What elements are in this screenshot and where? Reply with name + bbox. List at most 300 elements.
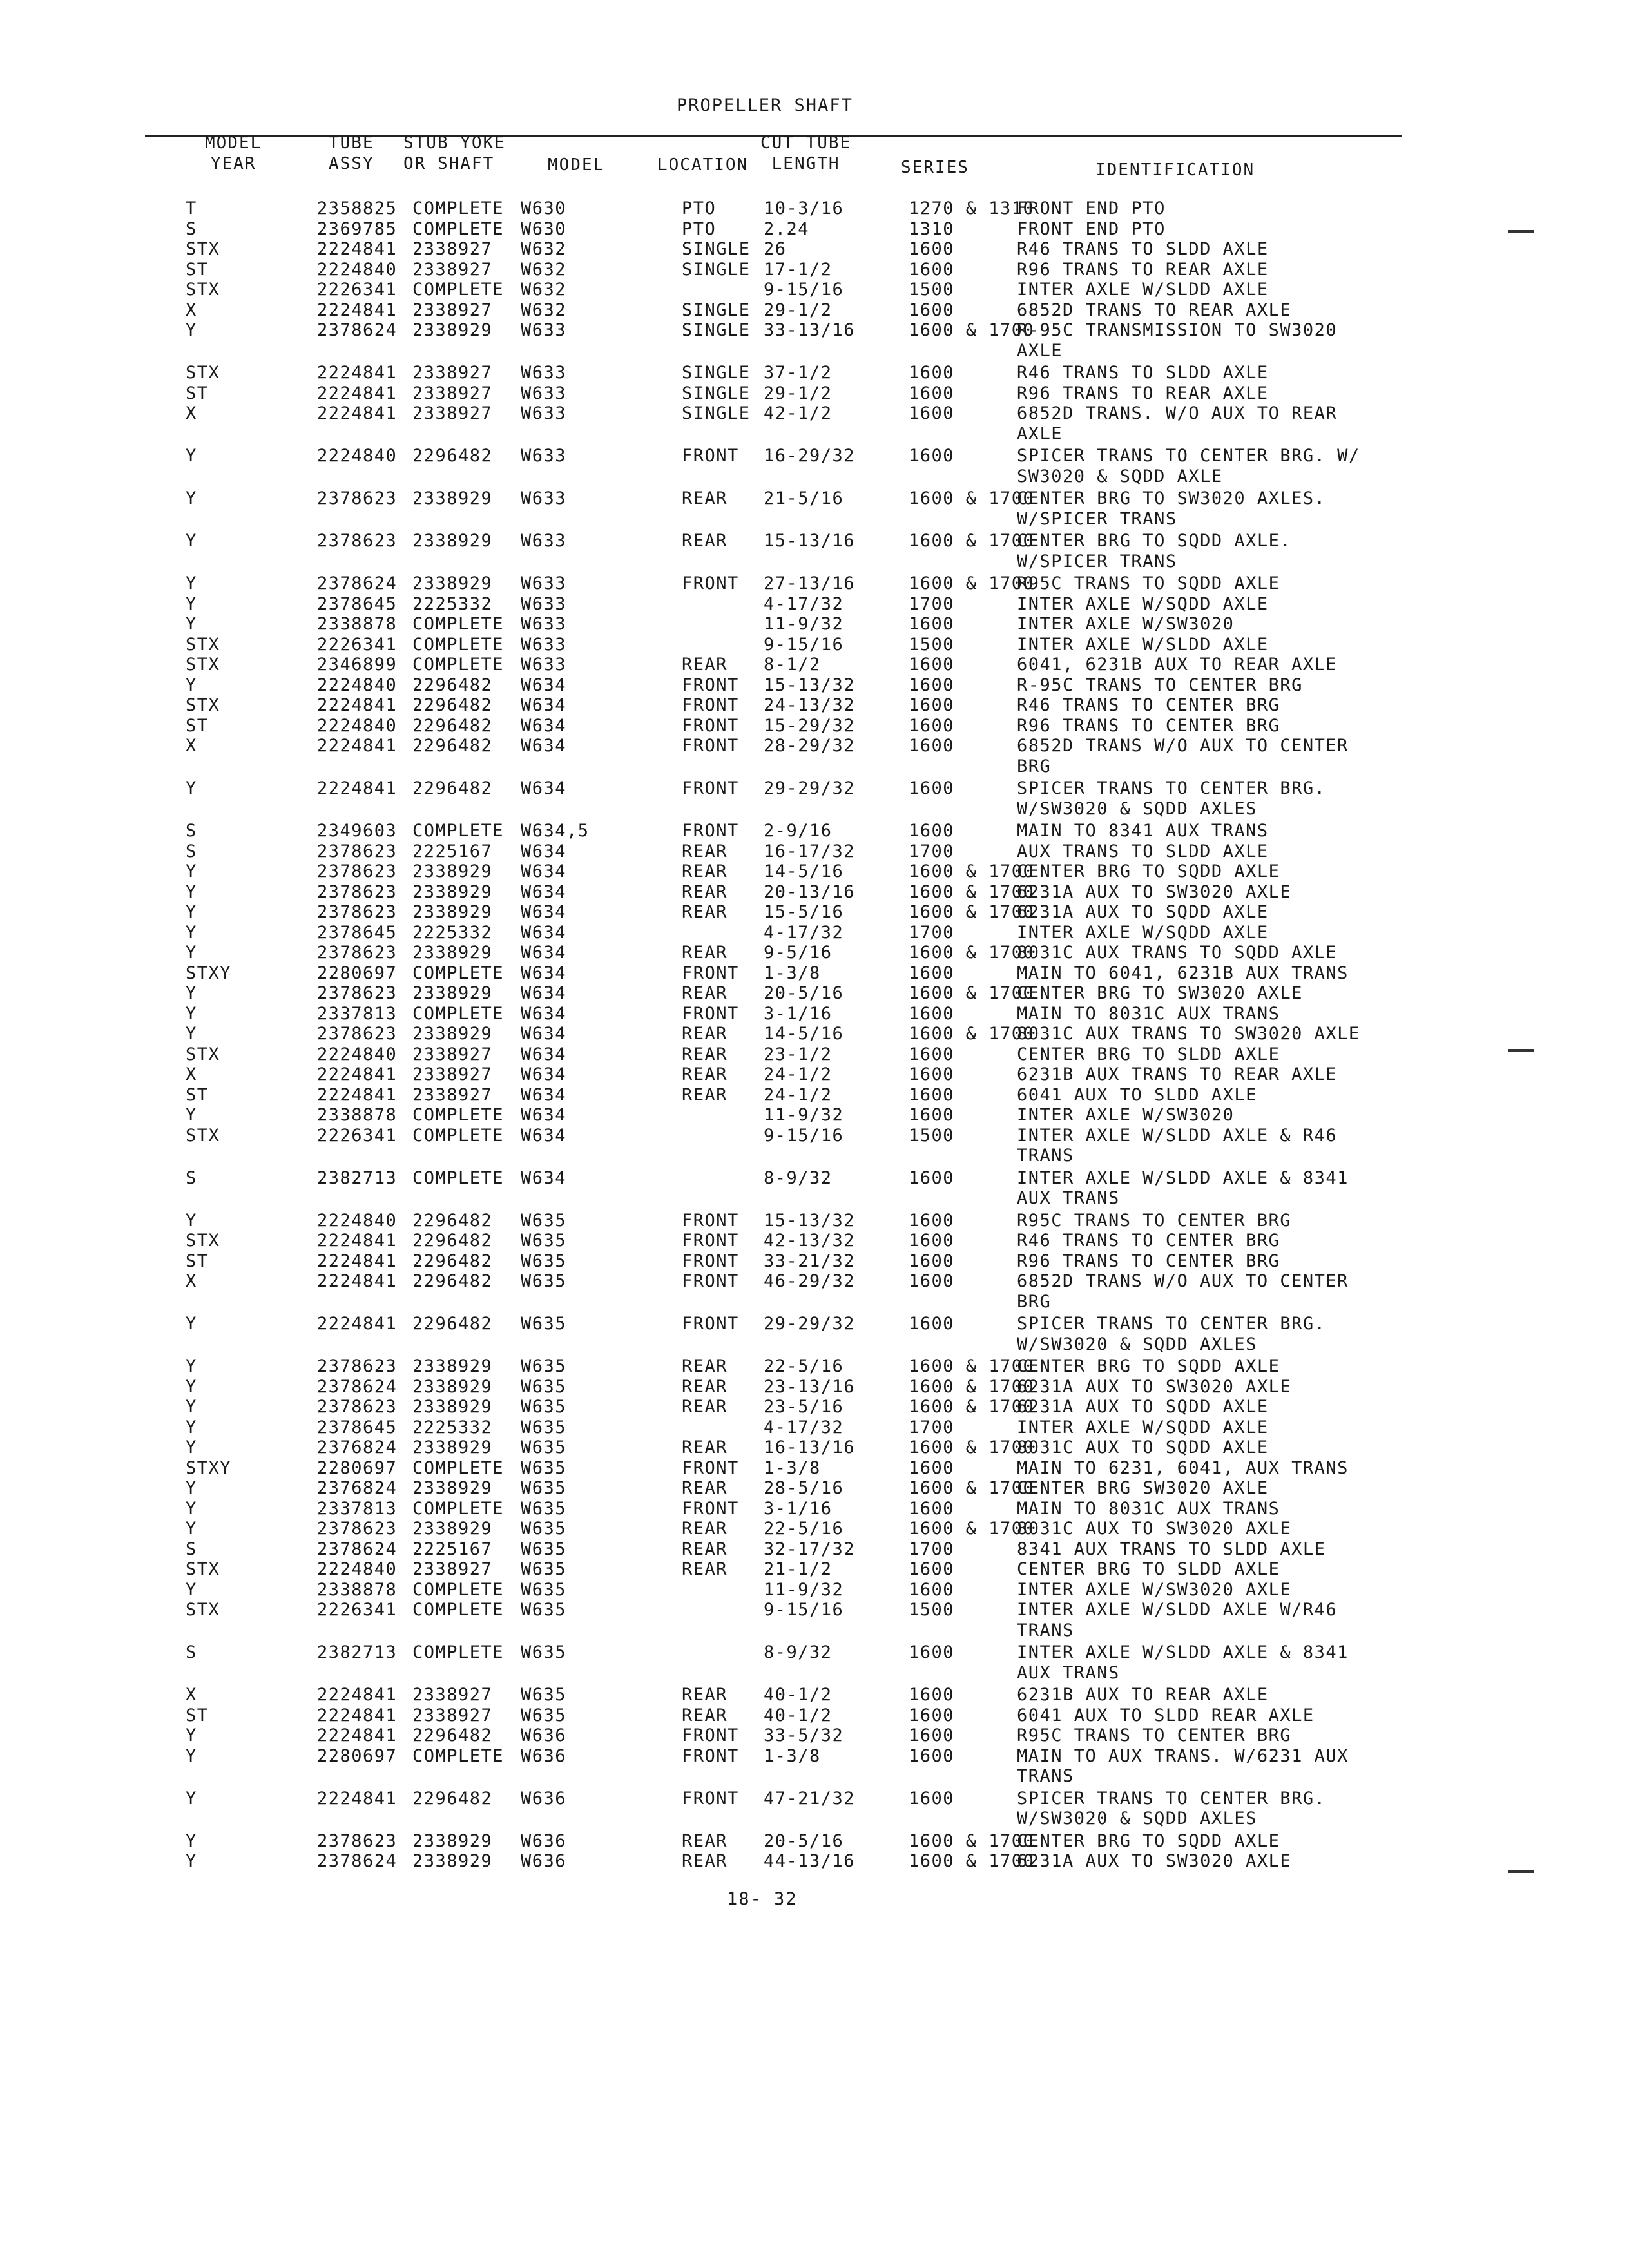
series-cell: 1600 [909, 675, 955, 695]
table-row [0, 280, 1629, 300]
tube-assy-cell: 2378645 [317, 922, 398, 943]
location-cell: PTO [682, 198, 717, 218]
series-cell: 1600 [909, 963, 955, 983]
stub-yoke-cell: 2296482 [412, 1251, 493, 1271]
model-cell: W633 [521, 320, 567, 340]
cut-tube-length-cell: 33-21/32 [764, 1251, 856, 1271]
series-cell: 1500 [909, 280, 955, 300]
stub-yoke-cell: 2296482 [412, 1314, 493, 1334]
model-year-cell: Y [186, 1745, 197, 1766]
cut-tube-length-cell: 9-15/16 [764, 634, 844, 655]
cut-tube-length-cell: 15-13/32 [764, 675, 856, 695]
stub-yoke-cell: 2338929 [412, 573, 493, 593]
series-cell: 1600 & 1700 [909, 881, 1035, 902]
model-cell: W635 [521, 1559, 567, 1579]
identification-cell: 6041 AUX TO SLDD REAR AXLE [1017, 1705, 1315, 1725]
stub-yoke-cell: 2338929 [412, 1397, 493, 1417]
header-series: SERIES [901, 158, 969, 177]
identification-cell: 6231A AUX TO SQDD AXLE [1017, 1397, 1269, 1417]
cut-tube-length-cell: 20-5/16 [764, 1831, 844, 1851]
location-cell: FRONT [682, 963, 739, 983]
identification-cell: MAIN TO 8341 AUX TRANS [1017, 821, 1269, 841]
tube-assy-cell: 2346899 [317, 655, 398, 675]
cut-tube-length-cell: 22-5/16 [764, 1519, 844, 1539]
stub-yoke-cell: COMPLETE [412, 1168, 505, 1188]
cut-tube-length-cell: 27-13/16 [764, 573, 856, 593]
cut-tube-length-cell: 20-5/16 [764, 983, 844, 1003]
tube-assy-cell: 2378623 [317, 531, 398, 551]
stub-yoke-cell: 2338927 [412, 1064, 493, 1084]
series-cell: 1600 [909, 1642, 955, 1662]
tube-assy-cell: 2338878 [317, 1105, 398, 1125]
location-cell: REAR [682, 1851, 728, 1871]
table-row [0, 1211, 1629, 1231]
table-row [0, 198, 1629, 219]
stub-yoke-cell: 2338929 [412, 943, 493, 963]
location-cell: FRONT [682, 715, 739, 736]
model-year-cell: X [186, 1064, 197, 1084]
cut-tube-length-cell: 11-9/32 [764, 614, 844, 634]
table-row [0, 363, 1629, 383]
cut-tube-length-cell: 15-29/32 [764, 715, 856, 736]
table-row [0, 902, 1629, 923]
model-year-cell: Y [186, 675, 197, 695]
parts-table-body [0, 198, 1629, 1872]
cut-tube-length-cell: 4-17/32 [764, 593, 844, 614]
tube-assy-cell: 2224840 [317, 446, 398, 466]
stub-yoke-cell: COMPLETE [412, 1125, 505, 1146]
location-cell: REAR [682, 902, 728, 922]
model-year-cell: T [186, 198, 197, 218]
stub-yoke-cell: COMPLETE [412, 963, 505, 983]
identification-cell: CENTER BRG TO SLDD AXLE [1017, 1044, 1280, 1064]
model-year-cell: S [186, 1539, 197, 1559]
model-year-cell: Y [186, 1105, 197, 1125]
model-year-cell: STX [186, 655, 220, 675]
series-cell: 1700 [909, 1417, 955, 1437]
stub-yoke-cell: 2338927 [412, 239, 493, 259]
table-row [0, 383, 1629, 404]
tube-assy-cell: 2224840 [317, 1210, 398, 1231]
tube-assy-cell: 2224840 [317, 259, 398, 280]
identification-cell: 6852D TRANS TO REAR AXLE [1017, 300, 1292, 320]
table-row [0, 219, 1629, 240]
cut-tube-length-cell: 1-3/8 [764, 1745, 821, 1766]
tube-assy-cell: 2224841 [317, 1271, 398, 1291]
table-row [0, 1271, 1629, 1314]
table-row [0, 778, 1629, 821]
stub-yoke-cell: 2338929 [412, 1519, 493, 1539]
cut-tube-length-cell: 20-13/16 [764, 881, 856, 902]
model-year-cell: STX [186, 695, 220, 715]
margin-mark [1508, 230, 1534, 233]
stub-yoke-cell: COMPLETE [412, 1600, 505, 1620]
tube-assy-cell: 2224841 [317, 1705, 398, 1725]
series-cell: 1600 [909, 1105, 955, 1125]
model-cell: W634 [521, 1168, 567, 1188]
identification-cell: CENTER BRG TO SLDD AXLE [1017, 1559, 1280, 1579]
cut-tube-length-cell: 26 [764, 239, 787, 259]
stub-yoke-cell: 2296482 [412, 675, 493, 695]
header-tube-assy: TUBE ASSY [329, 133, 374, 173]
identification-cell: CENTER BRG TO SW3020 AXLES. W/SPICER TRANS [1017, 488, 1326, 529]
margin-mark [1508, 1049, 1534, 1052]
cut-tube-length-cell: 37-1/2 [764, 363, 833, 383]
cut-tube-length-cell: 9-5/16 [764, 943, 833, 963]
cut-tube-length-cell: 9-15/16 [764, 280, 844, 300]
model-year-cell: Y [186, 943, 197, 963]
series-cell: 1600 & 1700 [909, 943, 1035, 963]
model-year-cell: Y [186, 1478, 197, 1498]
model-year-cell: Y [186, 1024, 197, 1044]
identification-cell: 6852D TRANS. W/O AUX TO REAR AXLE [1017, 403, 1338, 444]
tube-assy-cell: 2226341 [317, 1125, 398, 1146]
location-cell: FRONT [682, 1251, 739, 1271]
stub-yoke-cell: 2338929 [412, 861, 493, 881]
model-year-cell: Y [186, 573, 197, 593]
series-cell: 1500 [909, 1125, 955, 1146]
table-row [0, 239, 1629, 260]
model-cell: W634 [521, 778, 567, 798]
identification-cell: CENTER BRG TO SQDD AXLE [1017, 1831, 1280, 1851]
series-cell: 1600 [909, 300, 955, 320]
model-year-cell: ST [186, 1705, 209, 1725]
series-cell: 1600 & 1700 [909, 488, 1035, 508]
model-cell: W635 [521, 1685, 567, 1705]
identification-cell: INTER AXLE W/SLDD AXLE [1017, 280, 1269, 300]
location-cell: REAR [682, 841, 728, 861]
cut-tube-length-cell: 23-1/2 [764, 1044, 833, 1064]
identification-cell: R96 TRANS TO REAR AXLE [1017, 259, 1269, 280]
model-year-cell: Y [186, 881, 197, 902]
cut-tube-length-cell: 17-1/2 [764, 259, 833, 280]
table-row [0, 821, 1629, 841]
model-year-cell: Y [186, 778, 197, 798]
series-cell: 1310 [909, 218, 955, 239]
model-cell: W634 [521, 1003, 567, 1024]
location-cell: FRONT [682, 675, 739, 695]
location-cell: FRONT [682, 695, 739, 715]
model-year-cell: ST [186, 1084, 209, 1105]
tube-assy-cell: 2378645 [317, 1417, 398, 1437]
tube-assy-cell: 2349603 [317, 821, 398, 841]
cut-tube-length-cell: 14-5/16 [764, 1024, 844, 1044]
series-cell: 1600 [909, 778, 955, 798]
identification-cell: 6231A AUX TO SW3020 AXLE [1017, 1376, 1292, 1397]
model-year-cell: STX [186, 1125, 220, 1146]
cut-tube-length-cell: 4-17/32 [764, 1417, 844, 1437]
cut-tube-length-cell: 21-5/16 [764, 488, 844, 508]
cut-tube-length-cell: 24-1/2 [764, 1084, 833, 1105]
table-row [0, 1580, 1629, 1600]
model-cell: W635 [521, 1417, 567, 1437]
table-row [0, 1706, 1629, 1726]
tube-assy-cell: 2378645 [317, 593, 398, 614]
series-cell: 1600 [909, 736, 955, 756]
stub-yoke-cell: 2338929 [412, 1437, 493, 1457]
stub-yoke-cell: 2296482 [412, 1788, 493, 1809]
model-cell: W634 [521, 1105, 567, 1125]
table-row [0, 943, 1629, 963]
model-year-cell: Y [186, 1356, 197, 1376]
identification-cell: INTER AXLE W/SQDD AXLE [1017, 1417, 1269, 1437]
series-cell: 1600 [909, 239, 955, 259]
cut-tube-length-cell: 4-17/32 [764, 922, 844, 943]
stub-yoke-cell: 2296482 [412, 1231, 493, 1251]
table-row [0, 1685, 1629, 1706]
stub-yoke-cell: COMPLETE [412, 1579, 505, 1600]
series-cell: 1700 [909, 922, 955, 943]
stub-yoke-cell: 2296482 [412, 695, 493, 715]
series-cell: 1270 & 1310 [909, 198, 1035, 218]
tube-assy-cell: 2226341 [317, 1600, 398, 1620]
location-cell: REAR [682, 1831, 728, 1851]
table-row [0, 716, 1629, 736]
model-cell: W635 [521, 1397, 567, 1417]
location-cell: FRONT [682, 1788, 739, 1809]
tube-assy-cell: 2224841 [317, 1788, 398, 1809]
tube-assy-cell: 2224841 [317, 239, 398, 259]
table-row [0, 1437, 1629, 1458]
cut-tube-length-cell: 46-29/32 [764, 1271, 856, 1291]
model-year-cell: Y [186, 320, 197, 340]
tube-assy-cell: 2337813 [317, 1003, 398, 1024]
cut-tube-length-cell: 40-1/2 [764, 1685, 833, 1705]
model-cell: W634 [521, 861, 567, 881]
series-cell: 1600 [909, 1579, 955, 1600]
table-row [0, 1105, 1629, 1126]
location-cell: REAR [682, 1705, 728, 1725]
identification-cell: R95C TRANS TO CENTER BRG [1017, 1210, 1292, 1231]
model-cell: W630 [521, 218, 567, 239]
tube-assy-cell: 2224840 [317, 1044, 398, 1064]
identification-cell: 6041, 6231B AUX TO REAR AXLE [1017, 655, 1338, 675]
table-row [0, 695, 1629, 716]
tube-assy-cell: 2224841 [317, 1231, 398, 1251]
stub-yoke-cell: 2338927 [412, 1084, 493, 1105]
cut-tube-length-cell: 9-15/16 [764, 1600, 844, 1620]
table-row [0, 1126, 1629, 1168]
model-cell: W635 [521, 1498, 567, 1519]
tube-assy-cell: 2337813 [317, 1498, 398, 1519]
series-cell: 1600 [909, 1705, 955, 1725]
model-year-cell: Y [186, 1788, 197, 1809]
location-cell: SINGLE [682, 363, 751, 383]
stub-yoke-cell: 2338929 [412, 488, 493, 508]
model-year-cell: Y [186, 1376, 197, 1397]
cut-tube-length-cell: 42-13/32 [764, 1231, 856, 1251]
series-cell: 1600 & 1700 [909, 1519, 1035, 1539]
stub-yoke-cell: 2338929 [412, 1831, 493, 1851]
tube-assy-cell: 2280697 [317, 1745, 398, 1766]
cut-tube-length-cell: 3-1/16 [764, 1003, 833, 1024]
cut-tube-length-cell: 29-29/32 [764, 778, 856, 798]
cut-tube-length-cell: 15-13/32 [764, 1210, 856, 1231]
tube-assy-cell: 2378624 [317, 320, 398, 340]
series-cell: 1600 [909, 1064, 955, 1084]
model-cell: W633 [521, 488, 567, 508]
model-year-cell: X [186, 403, 197, 423]
model-year-cell: STX [186, 363, 220, 383]
model-cell: W632 [521, 280, 567, 300]
identification-cell: INTER AXLE W/SLDD AXLE W/R46 TRANS [1017, 1600, 1338, 1640]
identification-cell: CENTER BRG TO SQDD AXLE [1017, 1356, 1280, 1376]
tube-assy-cell: 2378624 [317, 1851, 398, 1871]
model-year-cell: ST [186, 383, 209, 403]
header-model-year: MODEL YEAR [205, 133, 262, 173]
model-cell: W634 [521, 1044, 567, 1064]
model-year-cell: S [186, 1642, 197, 1662]
stub-yoke-cell: 2338927 [412, 1559, 493, 1579]
location-cell: REAR [682, 1024, 728, 1044]
header-stub-yoke: STUB YOKE OR SHAFT [403, 133, 506, 173]
model-cell: W635 [521, 1579, 567, 1600]
identification-cell: 6231A AUX TO SW3020 AXLE [1017, 881, 1292, 902]
tube-assy-cell: 2378623 [317, 1356, 398, 1376]
identification-cell: INTER AXLE W/SW3020 AXLE [1017, 1579, 1292, 1600]
identification-cell: INTER AXLE W/SLDD AXLE & 8341 AUX TRANS [1017, 1168, 1349, 1208]
series-cell: 1500 [909, 1600, 955, 1620]
tube-assy-cell: 2224840 [317, 1559, 398, 1579]
location-cell: PTO [682, 218, 717, 239]
tube-assy-cell: 2224841 [317, 300, 398, 320]
cut-tube-length-cell: 29-29/32 [764, 1314, 856, 1334]
model-year-cell: Y [186, 1314, 197, 1334]
model-cell: W635 [521, 1210, 567, 1231]
series-cell: 1600 & 1700 [909, 861, 1035, 881]
cut-tube-length-cell: 15-5/16 [764, 902, 844, 922]
identification-cell: INTER AXLE W/SQDD AXLE [1017, 922, 1269, 943]
stub-yoke-cell: COMPLETE [412, 1105, 505, 1125]
identification-cell: CENTER BRG TO SQDD AXLE [1017, 861, 1280, 881]
table-row [0, 1314, 1629, 1356]
tube-assy-cell: 2224840 [317, 715, 398, 736]
identification-cell: FRONT END PTO [1017, 218, 1166, 239]
location-cell: REAR [682, 1559, 728, 1579]
table-row [0, 1044, 1629, 1065]
identification-cell: 8031C AUX TRANS TO SW3020 AXLE [1017, 1024, 1360, 1044]
location-cell: REAR [682, 861, 728, 881]
tube-assy-cell: 2226341 [317, 280, 398, 300]
model-year-cell: S [186, 821, 197, 841]
model-cell: W634 [521, 1125, 567, 1146]
location-cell: FRONT [682, 1231, 739, 1251]
identification-cell: INTER AXLE W/SW3020 [1017, 614, 1235, 634]
tube-assy-cell: 2378623 [317, 861, 398, 881]
model-year-cell: Y [186, 1498, 197, 1519]
model-year-cell: Y [186, 983, 197, 1003]
identification-cell: 6852D TRANS W/O AUX TO CENTER BRG [1017, 1271, 1349, 1312]
series-cell: 1600 [909, 1168, 955, 1188]
tube-assy-cell: 2378624 [317, 573, 398, 593]
identification-cell: MAIN TO 6041, 6231B AUX TRANS [1017, 963, 1349, 983]
location-cell: REAR [682, 1539, 728, 1559]
model-cell: W635 [521, 1457, 567, 1478]
stub-yoke-cell: COMPLETE [412, 1457, 505, 1478]
cut-tube-length-cell: 24-1/2 [764, 1064, 833, 1084]
series-cell: 1700 [909, 593, 955, 614]
cut-tube-length-cell: 33-13/16 [764, 320, 856, 340]
identification-cell: R46 TRANS TO SLDD AXLE [1017, 239, 1269, 259]
table-row [0, 983, 1629, 1004]
location-cell: REAR [682, 1356, 728, 1376]
series-cell: 1600 & 1700 [909, 1478, 1035, 1498]
table-row [0, 1642, 1629, 1685]
tube-assy-cell: 2378623 [317, 841, 398, 861]
stub-yoke-cell: 2296482 [412, 1271, 493, 1291]
cut-tube-length-cell: 33-5/32 [764, 1725, 844, 1745]
identification-cell: SPICER TRANS TO CENTER BRG. W/SW3020 & SQDD AXLES [1017, 778, 1326, 819]
model-year-cell: ST [186, 1251, 209, 1271]
table-row [0, 861, 1629, 882]
stub-yoke-cell: 2225167 [412, 1539, 493, 1559]
tube-assy-cell: 2358825 [317, 198, 398, 218]
table-row [0, 1478, 1629, 1499]
header-model: MODEL [548, 155, 605, 175]
stub-yoke-cell: 2225167 [412, 841, 493, 861]
stub-yoke-cell: COMPLETE [412, 655, 505, 675]
identification-cell: SPICER TRANS TO CENTER BRG. W/ SW3020 & SQDD AXLE [1017, 446, 1360, 486]
stub-yoke-cell: 2338927 [412, 383, 493, 403]
location-cell: SINGLE [682, 403, 751, 423]
stub-yoke-cell: 2296482 [412, 1725, 493, 1745]
location-cell: REAR [682, 1376, 728, 1397]
model-year-cell: Y [186, 488, 197, 508]
model-year-cell: Y [186, 861, 197, 881]
cut-tube-length-cell: 8-9/32 [764, 1642, 833, 1662]
location-cell: REAR [682, 1519, 728, 1539]
cut-tube-length-cell: 3-1/16 [764, 1498, 833, 1519]
model-cell: W635 [521, 1478, 567, 1498]
table-row [0, 594, 1629, 615]
table-row [0, 1418, 1629, 1438]
stub-yoke-cell: 2338927 [412, 1044, 493, 1064]
identification-cell: AUX TRANS TO SLDD AXLE [1017, 841, 1269, 861]
cut-tube-length-cell: 47-21/32 [764, 1788, 856, 1809]
cut-tube-length-cell: 14-5/16 [764, 861, 844, 881]
location-cell: SINGLE [682, 383, 751, 403]
stub-yoke-cell: 2225332 [412, 593, 493, 614]
identification-cell: 6231B AUX TRANS TO REAR AXLE [1017, 1064, 1338, 1084]
tube-assy-cell: 2224841 [317, 1314, 398, 1334]
table-row [0, 1458, 1629, 1479]
stub-yoke-cell: 2225332 [412, 922, 493, 943]
model-cell: W634 [521, 675, 567, 695]
model-year-cell: Y [186, 1437, 197, 1457]
stub-yoke-cell: COMPLETE [412, 634, 505, 655]
identification-cell: 6231B AUX TO REAR AXLE [1017, 1685, 1269, 1705]
table-row [0, 923, 1629, 943]
header-location: LOCATION [657, 155, 749, 175]
identification-cell: R96 TRANS TO CENTER BRG [1017, 1251, 1280, 1271]
cut-tube-length-cell: 24-13/32 [764, 695, 856, 715]
table-row [0, 614, 1629, 635]
identification-cell: CENTER BRG TO SW3020 AXLE [1017, 983, 1303, 1003]
model-year-cell: STX [186, 1600, 220, 1620]
stub-yoke-cell: 2338929 [412, 531, 493, 551]
stub-yoke-cell: 2338927 [412, 300, 493, 320]
identification-cell: R46 TRANS TO SLDD AXLE [1017, 363, 1269, 383]
series-cell: 1600 & 1700 [909, 1024, 1035, 1044]
model-cell: W635 [521, 1600, 567, 1620]
location-cell: REAR [682, 1064, 728, 1084]
model-year-cell: X [186, 736, 197, 756]
cut-tube-length-cell: 44-13/16 [764, 1851, 856, 1871]
stub-yoke-cell: 2338929 [412, 983, 493, 1003]
model-year-cell: STX [186, 1044, 220, 1064]
series-cell: 1600 [909, 821, 955, 841]
tube-assy-cell: 2224841 [317, 695, 398, 715]
